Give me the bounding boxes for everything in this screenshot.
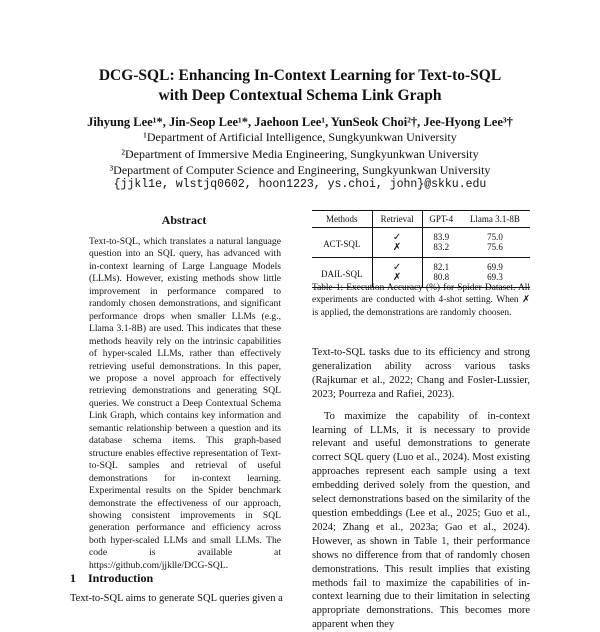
llama-cell: 69.3 bbox=[487, 271, 503, 282]
table-row bbox=[312, 258, 530, 273]
affiliation-2: ²Department of Immersive Media Engineering, Sungkyunkwan University bbox=[121, 146, 479, 161]
gpt4-cell: 82.1 bbox=[422, 258, 460, 273]
intro-first-line: Text-to-SQL aims to generate SQL queries given a bbox=[70, 593, 283, 604]
table-header-row bbox=[312, 211, 530, 228]
title-line-1: DCG-SQL: Enhancing In-Context Learning for Text-to-SQL bbox=[98, 67, 502, 84]
paragraph: Text-to-SQL tasks due to its efficiency and strong generalization ability across various tasks (Rajkumar et al., 2022; Chang and Fosler-Lussier, 2023; Pourreza and Rafiei, 2023). bbox=[312, 347, 530, 400]
retrieval-cell: ✓ bbox=[372, 228, 422, 243]
llama-cell: 75.6 bbox=[487, 241, 503, 252]
gpt4-cell: 83.2 bbox=[422, 243, 460, 258]
abstract-heading: Abstract bbox=[161, 213, 207, 227]
col-header-methods: Methods bbox=[326, 214, 358, 224]
affiliation-3: ³Department of Computer Science and Engineering, Sungkyunkwan University bbox=[109, 163, 491, 177]
retrieval-cell: ✓ bbox=[372, 258, 422, 273]
results-table bbox=[312, 210, 530, 288]
section-title: Introduction bbox=[88, 571, 154, 585]
table-row bbox=[312, 228, 530, 243]
abstract-text: Text-to-SQL, which translates a natural language question into an SQL query, has advanced with in-context learning of Large Language Models (LLMs). However, existing methods show little improvement in performance compared to randomly chosen demonstrations, and significant performance drops when smaller LLMs (e.g., Llama 3.1-8B) are used. This indicates that these methods heavily rely on the intrinsic capabilities of hyper-scaled LLMs, rather than effectively retrieving useful demonstrations. In this paper, we propose a novel approach for effectively retrieving demonstrations and generating SQL queries. We construct a Deep Contextual Schema Link Graph, which contains key information and semantic relationship between a question and its database schema items. This graph-based structure enables effective representation of Text-to-SQL samples and retrieval of useful demonstrations for in-context learning. Experimental results on the Spider benchmark demonstrate the effectiveness of our approach, showing consistent improvements in SQL generation performance and efficiency across both hyper-scaled LLMs and small LLMs. The code is available at https://github.com/jjklle/DCG-SQL. bbox=[89, 236, 281, 571]
llama-cell: 69.9 bbox=[487, 262, 503, 272]
table-caption: Table 1: Execution Accuracy (%) for Spider Dataset. All experiments are conducted with 4-shot setting. When ✗ is applied, the demonstrations are randomly choosen. bbox=[312, 283, 530, 318]
paragraph: To maximize the capability of in-context learning of LLMs, it is necessary to provide relevant and useful demonstrations to generate correct SQL query (Luo et al., 2024). Most existing approaches represent each sample using a text embedding derived solely from the question, and select demonstrations based on the similarity of the question embeddings (Lee et al., 2025; Guo et al., 2024; Zhang et al., 2023a; Gao et al., 2024). However, as shown in Table 1, their performance shows no difference from that of randomly chosen demonstrations. This result implies that existing methods fail to maximize the capabilities of in-context learning due to their limitation in selecting appropriate demonstrations. This becomes more apparent when they bbox=[312, 410, 530, 631]
method-cell: ACT-SQL bbox=[323, 239, 361, 250]
gpt4-cell: 80.8 bbox=[422, 273, 460, 288]
col-header-llama: Llama 3.1-8B bbox=[469, 214, 520, 224]
title-line-2: with Deep Contextual Schema Link Graph bbox=[158, 87, 442, 104]
retrieval-cell: ✗ bbox=[372, 243, 422, 258]
col-header-gpt4: GPT-4 bbox=[422, 211, 460, 228]
affiliation-1: ¹Department of Artificial Intelligence, Sungkyunkwan University bbox=[143, 130, 457, 144]
section-heading-introduction bbox=[70, 570, 153, 586]
author-list: Jihyung Lee¹*, Jin-Seop Lee¹*, Jaehoon Lee¹, YunSeok Choi²†, Jee-Hyong Lee³† bbox=[87, 115, 513, 129]
llama-cell: 75.0 bbox=[487, 232, 503, 242]
method-cell: DAIL-SQL bbox=[321, 269, 363, 280]
retrieval-cell: ✗ bbox=[372, 273, 422, 288]
col-header-retrieval: Retrieval bbox=[372, 211, 422, 228]
gpt4-cell: 83.9 bbox=[422, 228, 460, 243]
author-emails: {jjkl1e, wlstjq0602, hoon1223, ys.choi, john}@skku.edu bbox=[113, 178, 487, 191]
affiliations bbox=[0, 129, 600, 179]
section-number: 1 bbox=[70, 571, 76, 585]
paper-title bbox=[0, 66, 600, 106]
right-column-text bbox=[312, 346, 530, 632]
